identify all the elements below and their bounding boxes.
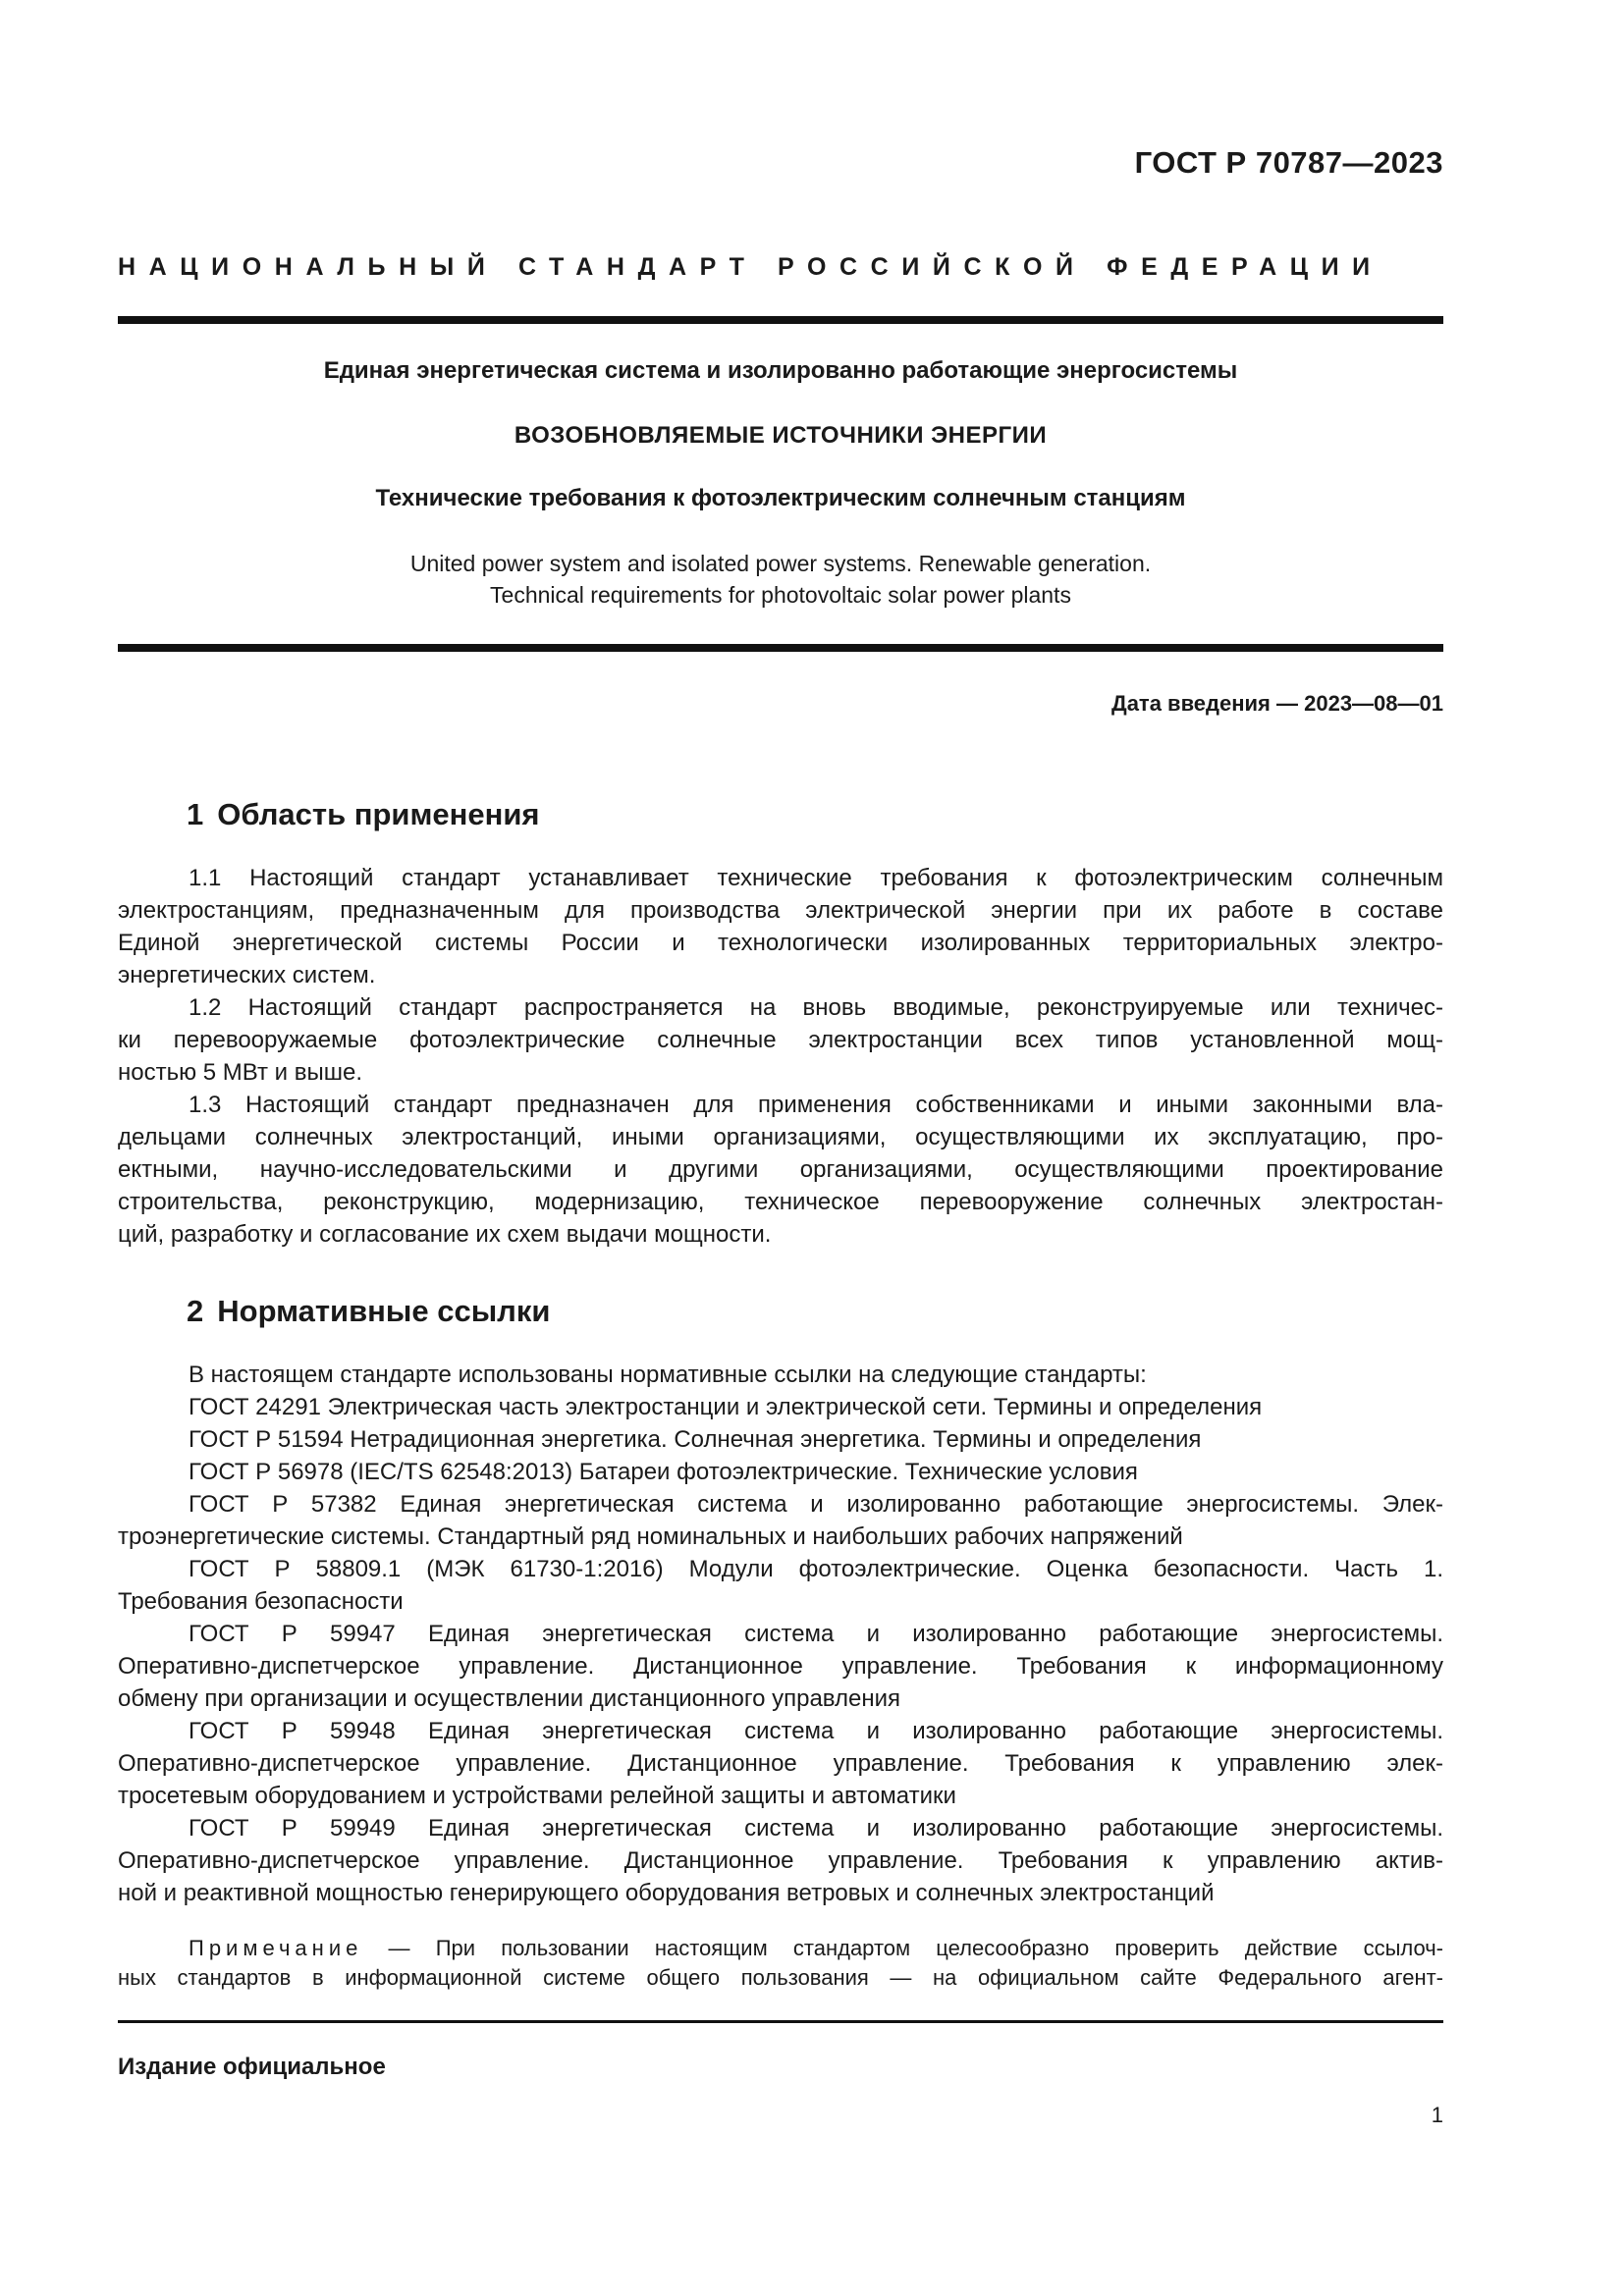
reference-line: ГОСТ Р 56978 (IEC/TS 62548:2013) Батареи фотоэлектрические. Технические условия — [189, 1459, 1138, 1485]
english-title-line-2: Technical requirements for photovoltaic solar power plants — [490, 582, 1071, 608]
national-standard-banner: НАЦИОНАЛЬНЫЙ СТАНДАРТ РОССИЙСКОЙ ФЕДЕРАЦИИ — [118, 253, 1383, 281]
paragraph-line: электростанциям, предназначенным для производства электрической энергии при их работе в составе — [118, 897, 1443, 924]
reference-line: ГОСТ Р 59947 Единая энергетическая система и изолированно работающие энергосистемы. — [189, 1621, 1443, 1647]
english-title-line-1: United power system and isolated power systems. Renewable generation. — [409, 551, 1152, 576]
title-line-1: Единая энергетическая система и изолированно работающие энергосистемы — [323, 357, 1238, 384]
paragraph-line: ций, разработку и согласование их схем выдачи мощности. — [118, 1221, 772, 1248]
section-1-heading — [187, 797, 540, 832]
page-number: 1 — [1431, 2103, 1443, 2127]
note-block — [118, 1934, 1443, 1993]
reference-line: троэнергетические системы. Стандартный ряд номинальных и наибольших рабочих напряжений — [118, 1523, 1183, 1550]
section-1-number: 1 — [187, 797, 204, 831]
introduction-date: Дата введения — 2023—08—01 — [1111, 691, 1443, 716]
title-line-2: ВОЗОБНОВЛЯЕМЫЕ ИСТОЧНИКИ ЭНЕРГИИ — [514, 422, 1048, 449]
section-1-title: Область применения — [217, 797, 540, 831]
reference-line: ГОСТ Р 51594 Нетрадиционная энергетика. Солнечная энергетика. Термины и определения — [189, 1426, 1202, 1453]
reference-line: обмену при организации и осуществлении дистанционного управления — [118, 1685, 901, 1712]
paragraph-line: энергетических систем. — [118, 962, 376, 988]
document-page — [118, 0, 1443, 2296]
official-edition-label: Издание официальное — [118, 2054, 386, 2080]
header-rule-top — [118, 316, 1443, 324]
reference-line: ной и реактивной мощностью генерирующего оборудования ветровых и солнечных электростанций — [118, 1880, 1215, 1906]
note-line-1 — [118, 1934, 1443, 1963]
note-text-1: — При пользовании настоящим стандартом целесообразно проверить действие ссылоч- — [362, 1936, 1443, 1960]
paragraph-line: Единой энергетической системы России и технологически изолированных территориальных электро- — [118, 930, 1443, 956]
section-2-heading — [187, 1294, 550, 1329]
paragraph-line: 1.1 Настоящий стандарт устанавливает технические требования к фотоэлектрическим солнечным — [189, 865, 1443, 891]
note-label: Примечание — [189, 1936, 363, 1960]
header-rule-bottom — [118, 644, 1443, 652]
note-line-2: ных стандартов в информационной системе общего пользования — на официальном сайте Федерального агент- — [118, 1965, 1443, 1990]
english-title — [118, 548, 1443, 611]
reference-line: ГОСТ Р 59948 Единая энергетическая система и изолированно работающие энергосистемы. — [189, 1718, 1443, 1744]
title-line-3: Технические требования к фотоэлектрическим солнечным станциям — [375, 485, 1186, 511]
reference-line: Требования безопасности — [118, 1588, 404, 1615]
document-number: ГОСТ Р 70787—2023 — [1134, 145, 1443, 180]
reference-line: ГОСТ Р 58809.1 (МЭК 61730-1:2016) Модули фотоэлектрические. Оценка безопасности. Часть 1. — [189, 1556, 1443, 1582]
reference-line: Оперативно-диспетчерское управление. Дистанционное управление. Требования к управлению элек- — [118, 1750, 1443, 1777]
reference-line: ГОСТ Р 59949 Единая энергетическая система и изолированно работающие энергосистемы. — [189, 1815, 1443, 1842]
reference-line: ГОСТ 24291 Электрическая часть электростанции и электрической сети. Термины и определения — [189, 1394, 1263, 1420]
footer-rule — [118, 2020, 1443, 2023]
paragraph-line: дельцами солнечных электростанций, иными организациями, осуществляющими их эксплуатацию, про- — [118, 1124, 1443, 1150]
reference-line: Оперативно-диспетчерское управление. Дистанционное управление. Требования к информационному — [118, 1653, 1443, 1680]
section-2-body — [118, 1359, 1443, 1909]
paragraph-line: 1.2 Настоящий стандарт распространяется на вновь вводимые, реконструируемые или техничес- — [189, 994, 1443, 1021]
paragraph-line: ностью 5 МВт и выше. — [118, 1059, 362, 1086]
reference-line: Оперативно-диспетчерское управление. Дистанционное управление. Требования к управлению актив- — [118, 1847, 1443, 1874]
paragraph-line: ектными, научно-исследовательскими и другими организациями, осуществляющими проектирование — [118, 1156, 1443, 1183]
reference-line: ГОСТ Р 57382 Единая энергетическая система и изолированно работающие энергосистемы. Элек- — [189, 1491, 1443, 1518]
section-1-body — [118, 862, 1443, 1251]
section-2-title: Нормативные ссылки — [217, 1294, 551, 1328]
paragraph-line: ки перевооружаемые фотоэлектрические солнечные электростанции всех типов установленной мощ- — [118, 1027, 1443, 1053]
paragraph-line: В настоящем стандарте использованы нормативные ссылки на следующие стандарты: — [189, 1362, 1147, 1388]
reference-line: тросетевым оборудованием и устройствами релейной защиты и автоматики — [118, 1783, 956, 1809]
paragraph-line: 1.3 Настоящий стандарт предназначен для применения собственниками и иными законными вла- — [189, 1092, 1443, 1118]
section-2-number: 2 — [187, 1294, 204, 1328]
paragraph-line: строительства, реконструкцию, модернизацию, техническое перевооружение солнечных электростан- — [118, 1189, 1443, 1215]
